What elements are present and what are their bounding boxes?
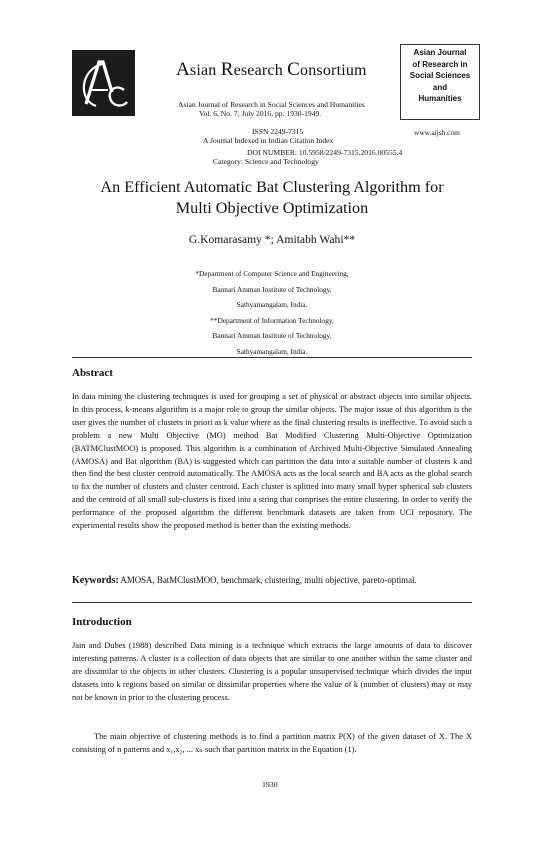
paper-title [60, 177, 484, 219]
introduction-paragraph: Jain and Dubes (1988) described Data mining is a technique which extracts the large amounts of data to discover interesting patterns. A cluster is a collection of data objects that are similar to one another within the same cluster and are dissimilar to the objects in other clusters. Clustering is a popular unsupervised technique which divides the input datasets into k regions based on similar or dissimilar properties where the value of k (number of clusters) may or may not be known in prior to the clustering process. [72, 641, 472, 702]
journal-logo [72, 50, 135, 116]
title-line: An Efficient Automatic Bat Clustering Algorithm for [100, 178, 444, 196]
volume-line: Vol. 6, No. 7, July 2016, pp. 1930-1949. [199, 109, 322, 118]
abstract-heading: Abstract [72, 367, 113, 379]
box-line: Humanities [418, 94, 462, 103]
affiliation-line: Bannari Amman Institute of Technology, [212, 284, 332, 294]
keywords-label: Keywords: [72, 575, 119, 586]
divider [72, 602, 472, 603]
keywords-text: AMOSA, BatMClustMOO, benchmark, clustering, multi objective, pareto-optimal. [120, 575, 417, 585]
category-line: Category: Science and Technology [213, 157, 319, 166]
affiliations [60, 266, 484, 360]
journal-website[interactable]: www.aijsh.com [414, 128, 460, 137]
abstract-text: In data mining the clustering techniques is used for grouping a set of physical or abstract objects into similar objects. In this process, k-means algorithm is a major role to group the similar objects. The major issue of this algorithm is the user gives the number of clusters in priori as k value where as the final clustering results is ineffective. To avoid such a problem a new Multi Objective (MO) method Bat Modified Clustering Multi-Objective Optimization (BATMClustMOO) is proposed. This algorithm is a combination of Archived Multi-Objective Simulated Annealing (AMOSA) and Bat algorithm (BA) is suggested which can partition the data into a suitable number of clusters k and then find the best cluster centroid automatically. The AMOSA acts as the local search and BA acts as the global search to fix the number of clusters and cluster centroid. Each cluster is splitted into many small hyper spherical sub clusters and the centroid of all small sub-clusters is fixed into a string that comprises the entire clustering. In order to verify the performance of the proposed algorithm the different benchmark datasets are taken from UCI repository. The experimental results show the proposed method is better than the existing methods. [72, 392, 472, 531]
page-number: 1930 [262, 780, 278, 789]
affiliation-line: Sathyamangalam, India. [236, 346, 308, 356]
indexed-line: A Journal Indexed in Indian Citation Index [203, 136, 334, 145]
doi-line: DOI NUMBER: 10.5958/2249-7315.2016.00555.4 [247, 148, 403, 157]
introduction-paragraph: The main objective of clustering methods is to find a partition matrix P(X) of the given dataset of X. The X consisting of n patterns and x₁,x₂, ... xₙ such that partition matrix in the Equation (1). [72, 732, 472, 754]
affiliation-line: Sathyamangalam, India. [236, 300, 308, 310]
introduction-heading: Introduction [72, 616, 132, 628]
affiliation-line: *Department of Computer Science and Engineering, [195, 269, 349, 278]
publisher-name: Asian Research Consortium [176, 59, 367, 80]
issn-line: ISSN 2249-7315 [252, 127, 304, 136]
divider [72, 357, 472, 358]
affiliation-line: **Department of Information Technology, [210, 315, 334, 325]
affiliation-line: Bannari Amman Institute of Technology, [212, 331, 332, 341]
authors: G.Komarasamy *; Amitabh Wahi** [188, 233, 356, 246]
box-line: Asian Journal [413, 48, 467, 57]
box-line: of Research in [412, 59, 468, 69]
journal-title-box [400, 44, 480, 120]
title-line: Multi Objective Optimization [175, 199, 369, 217]
box-line: and [432, 82, 448, 92]
keywords [72, 575, 482, 586]
box-line: Social Sciences [409, 71, 471, 80]
journal-name-line: Asian Journal of Research in Social Sciences and Humanities [178, 100, 365, 109]
